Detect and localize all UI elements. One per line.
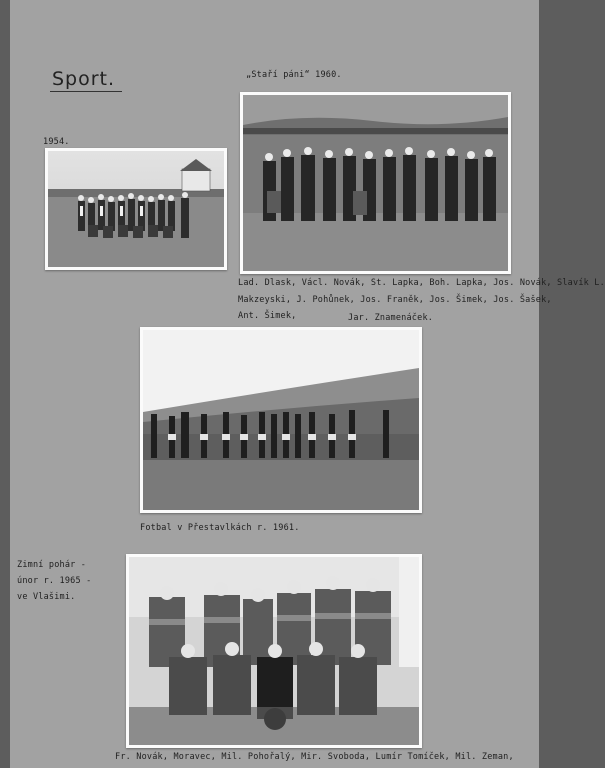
photo-1961 [140,327,422,513]
photo-1960 [240,92,511,274]
page-title: Sport. [52,68,116,90]
photo-1960-image [243,95,508,271]
photo-1960-names-line-1: Lad. Dlask, Václ. Novák, St. Lapka, Boh. Lapka, Jos. Novák, Slavík L. [238,278,605,288]
photo-1965-caption-line-2: únor r. 1965 - [17,576,92,586]
album-page [10,0,605,768]
photo-1965-names: Fr. Novák, Moravec, Mil. Pohořalý, Mir. Svoboda, Lumír Tomíček, Mil. Zeman, [115,752,514,762]
photo-1960-names-line-4: Jar. Znamenáček. [348,313,434,323]
photo-1965-caption-line-1: Zimní pohár - [17,560,87,570]
photo-1965 [126,554,422,748]
photo-1954-image [48,151,224,267]
photo-1965-image [129,557,419,745]
photo-1960-names-line-2: Makzeyski, J. Pohůnek, Jos. Franěk, Jos. Šimek, Jos. Šašek, [238,295,552,305]
photo-1961-caption: Fotbal v Přestavlkách r. 1961. [140,523,300,533]
photo-1954 [45,148,227,270]
photo-1965-caption-line-3: ve Vlašimi. [17,592,76,602]
photo-1960-names-line-3: Ant. Šimek, [238,311,297,321]
photo-1961-image [143,330,419,510]
title-underline [50,91,122,92]
photo-1954-caption: 1954. [43,137,70,147]
photo-1960-caption: „Staří páni“ 1960. [246,70,342,80]
